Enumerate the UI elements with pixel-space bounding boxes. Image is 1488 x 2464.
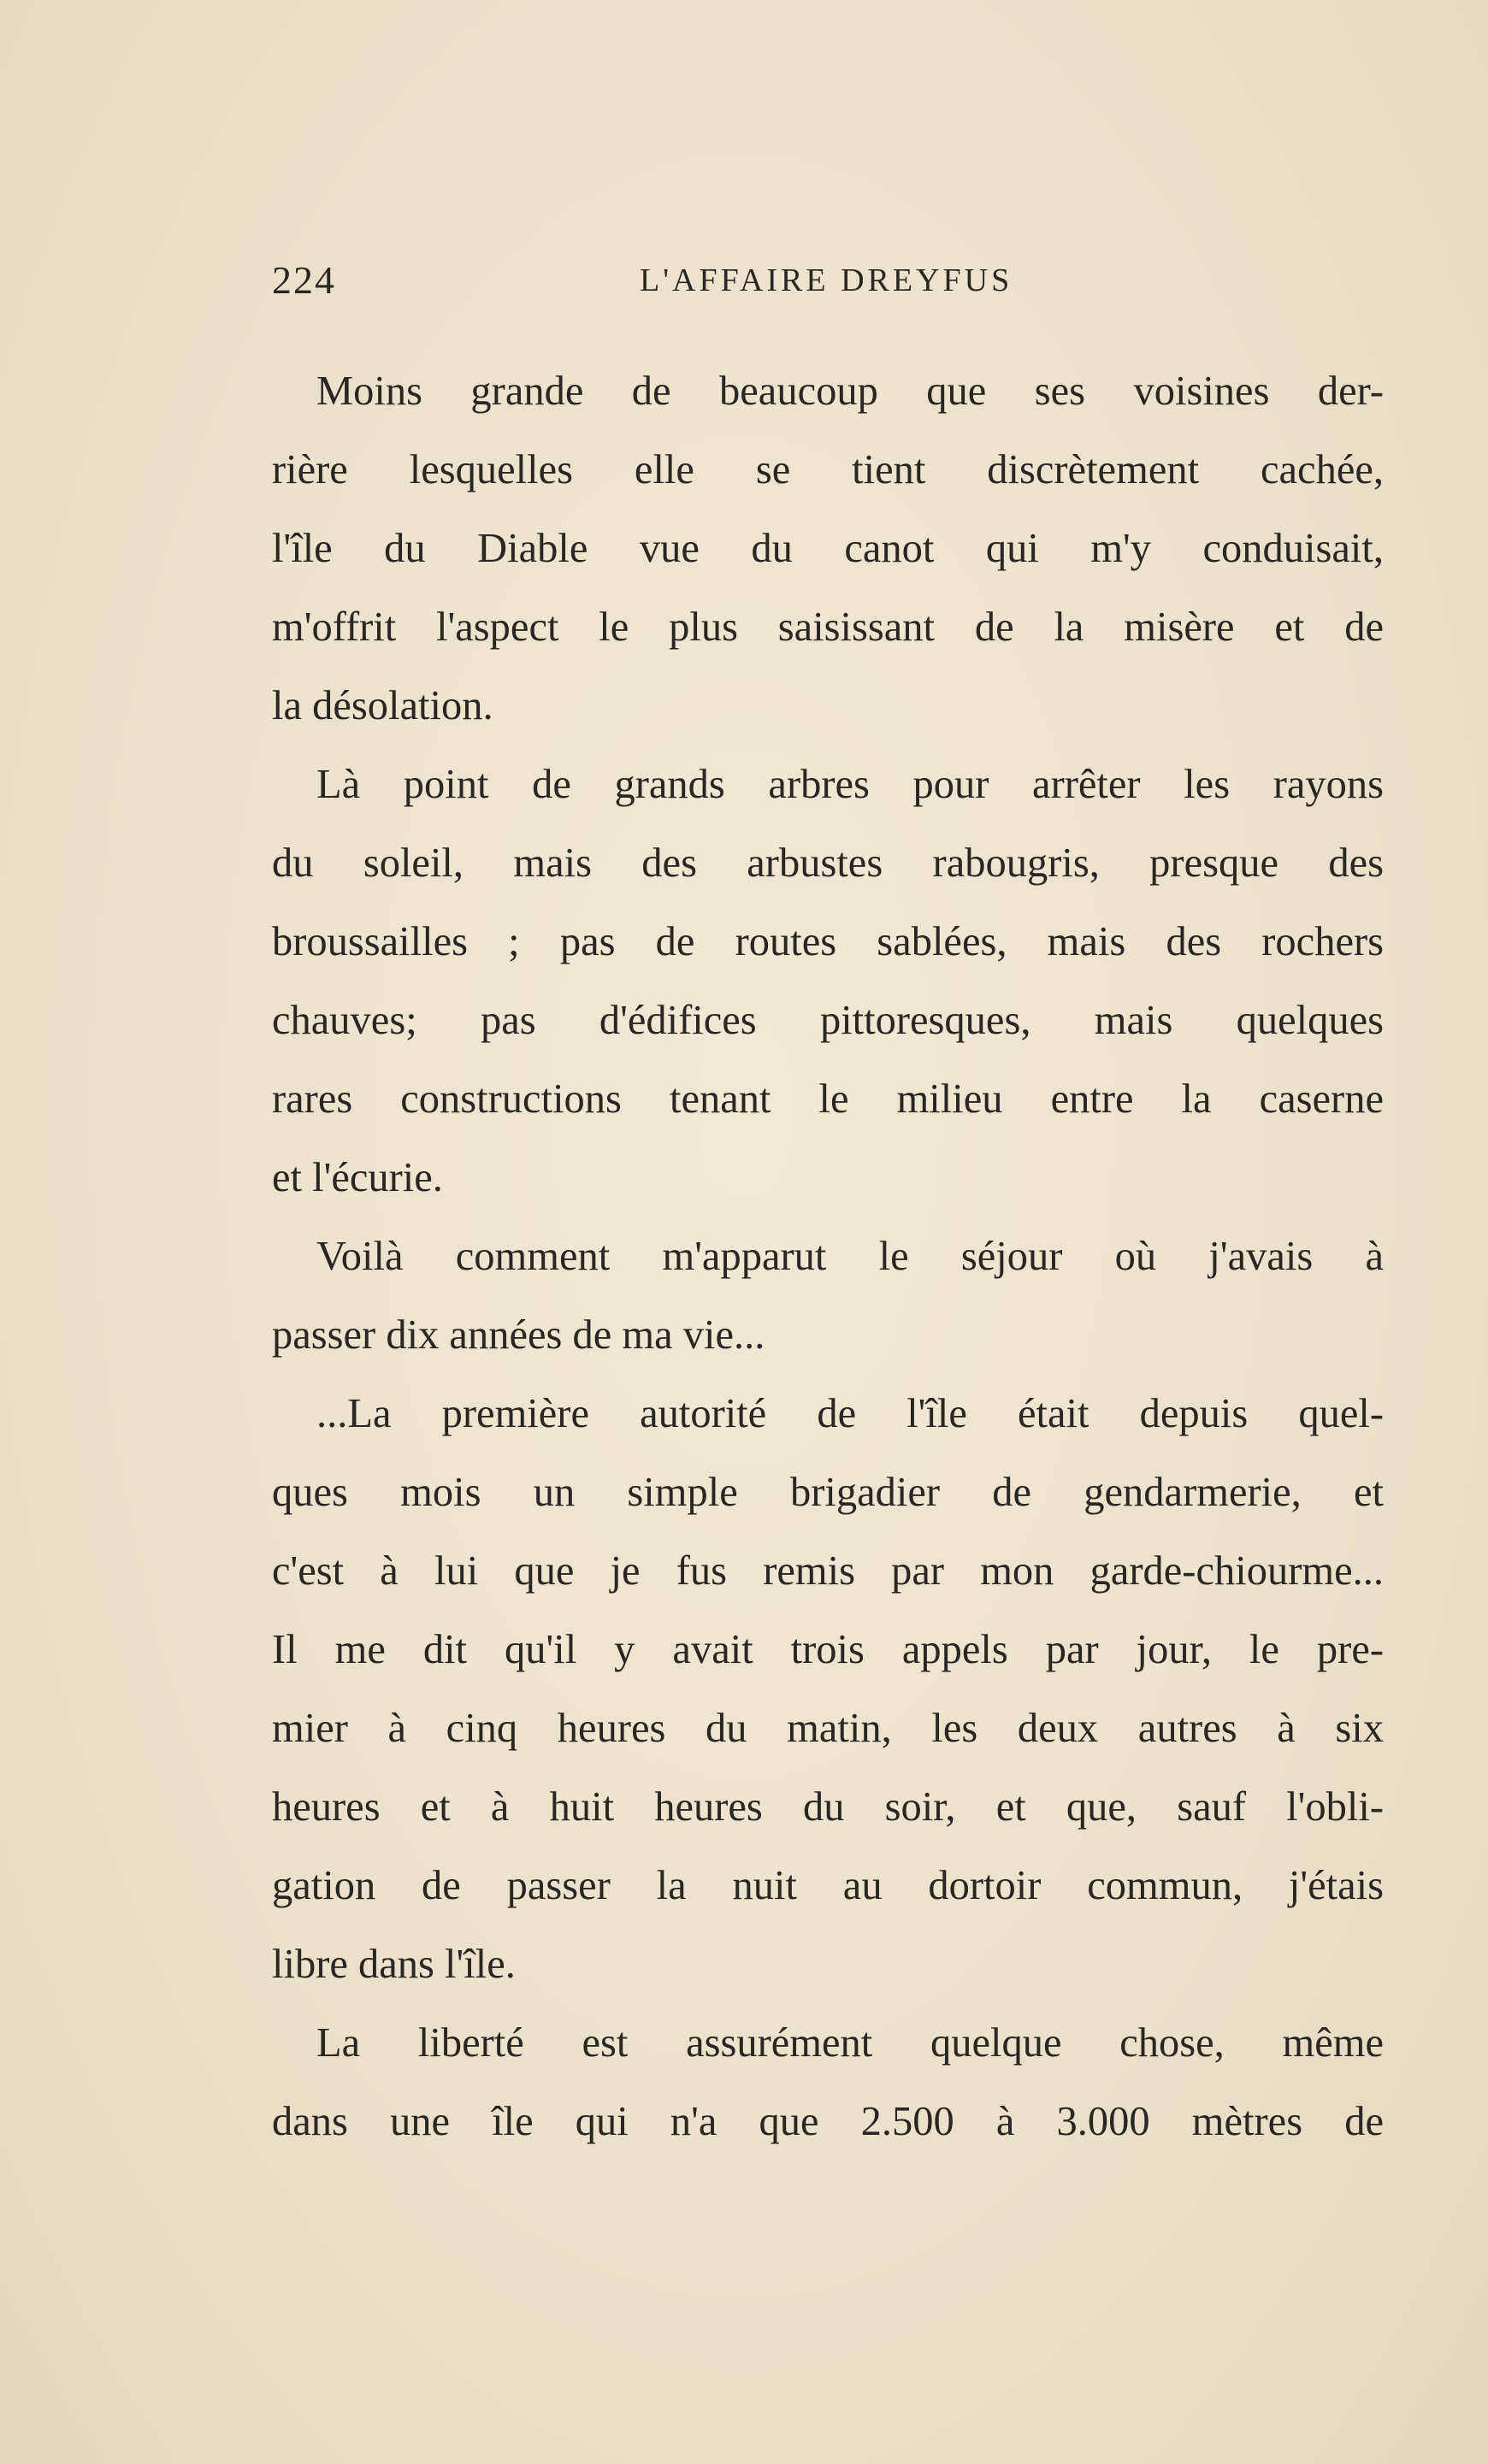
text-line: passer dix années de ma vie... xyxy=(272,1312,765,1358)
text-line: gation de passer la nuit au dortoir commun, j'étais xyxy=(272,1863,1384,1908)
text-line: c'est à lui que je fus remis par mon garde-chiourme... xyxy=(272,1548,1384,1594)
text-line: Il me dit qu'il y avait trois appels par jour, le pre- xyxy=(272,1627,1384,1672)
running-head xyxy=(272,255,1384,306)
text-line: ques mois un simple brigadier de gendarmerie, et xyxy=(272,1470,1384,1515)
text-line: libre dans l'île. xyxy=(272,1942,516,1987)
text-line: La liberté est assurément quelque chose, même xyxy=(316,2020,1384,2066)
text-line: et l'écurie. xyxy=(272,1155,443,1200)
text-line: dans une île qui n'a que 2.500 à 3.000 mètres de xyxy=(272,2099,1384,2144)
text-line: Moins grande de beaucoup que ses voisines der- xyxy=(316,368,1384,414)
text-line: mier à cinq heures du matin, les deux autres à six xyxy=(272,1706,1384,1751)
text-line: la désolation. xyxy=(272,683,493,728)
text-line: ...La première autorité de l'île était depuis quel- xyxy=(316,1391,1384,1436)
text-line: rière lesquelles elle se tient discrètement cachée, xyxy=(272,447,1384,492)
text-line: du soleil, mais des arbustes rabougris, presque des xyxy=(272,840,1384,886)
text-line: rares constructions tenant le milieu entre la caserne xyxy=(272,1076,1384,1122)
body-text xyxy=(272,352,1384,2161)
page-number: 224 xyxy=(272,258,336,302)
text-line: l'île du Diable vue du canot qui m'y conduisait, xyxy=(272,526,1384,571)
text-line: heures et à huit heures du soir, et que, sauf l'obli- xyxy=(272,1784,1384,1830)
running-title: L'AFFAIRE DREYFUS xyxy=(640,262,1013,298)
text-line: broussailles ; pas de routes sablées, mais des rochers xyxy=(272,919,1384,964)
text-line: chauves; pas d'édifices pittoresques, mais quelques xyxy=(272,998,1384,1043)
text-line: m'offrit l'aspect le plus saisissant de la misère et de xyxy=(272,604,1384,650)
text-line: Voilà comment m'apparut le séjour où j'avais à xyxy=(316,1234,1384,1279)
text-line: Là point de grands arbres pour arrêter les rayons xyxy=(316,762,1384,807)
